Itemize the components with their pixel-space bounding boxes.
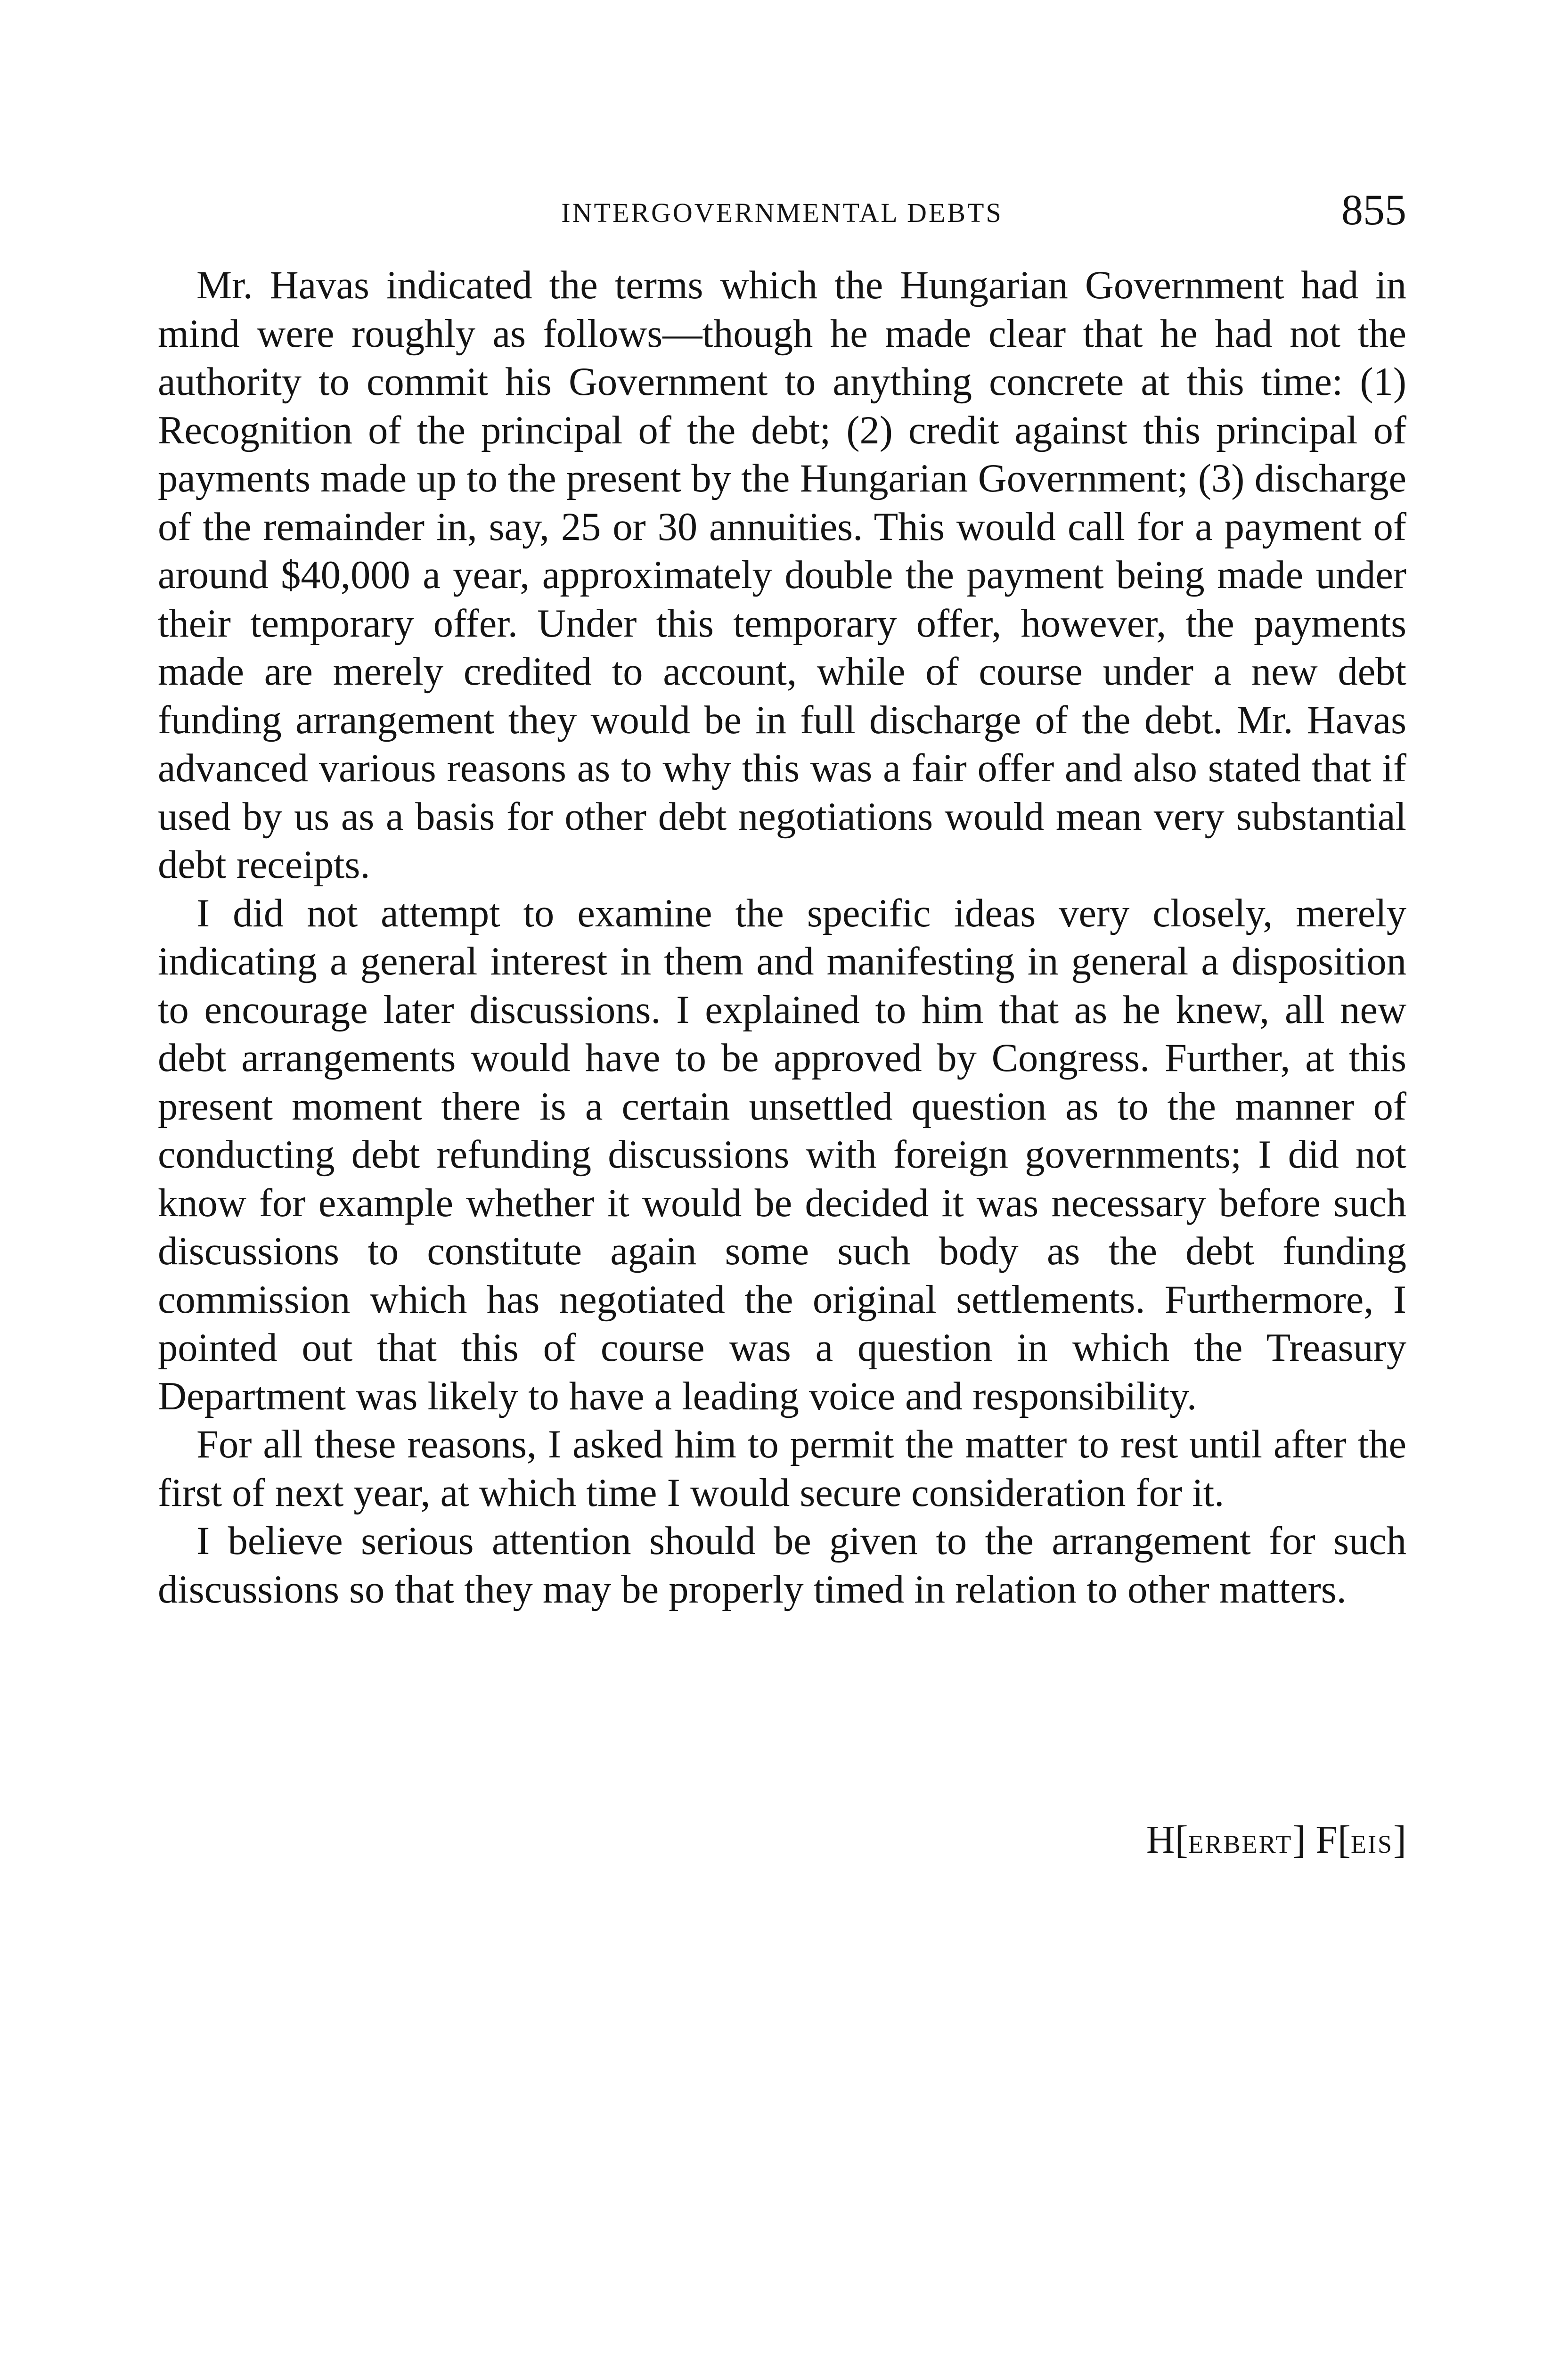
body-text	[158, 262, 1406, 1614]
page-number: 855	[1341, 186, 1406, 234]
signature-last-initial: F	[1315, 1818, 1338, 1862]
running-title: INTERGOVERNMENTAL DEBTS	[561, 197, 1003, 228]
signature-first-initial: H	[1146, 1818, 1175, 1862]
paragraph-1: Mr. Havas indicated the terms which the Hungarian Government had in mind were roughly as follows—though he made clear that he had not the authority to commit his Government to anything concrete at this time: (1) Recognition of the principal of the debt; (2) credit against this principal of payments made up to the present by the Hungarian Government; (3) discharge of the remainder in, say, 25 or 30 annuities. This would call for a payment of around $40,000 a year, approximately double the payment being made under their temporary offer. Under this temporary offer, however, the payments made are merely credited to account, while of course under a new debt funding arrangement they would be in full discharge of the debt. Mr. Havas advanced various reasons as to why this was a fair offer and also stated that if used by us as a basis for other debt negotiations would mean very substantial debt receipts.	[158, 263, 1406, 887]
paragraph-2: I did not attempt to examine the specific ideas very closely, merely indicating a general interest in them and manifesting in general a disposition to encourage later discussions. I explained to him that as he knew, all new debt arrangements would have to be approved by Congress. Further, at this present moment there is a certain unsettled question as to the manner of conducting debt refunding discussions with foreign governments; I did not know for example whether it would be decided it was necessary before such discussions to constitute again some such body as the debt funding commission which has negotiated the original settlements. Furthermore, I pointed out that this of course was a question in which the Treasury Department was likely to have a leading voice and responsibility.	[158, 891, 1406, 1418]
paragraph-3: For all these reasons, I asked him to permit the matter to rest until after the first of next year, at which time I would secure consideration for it.	[158, 1423, 1406, 1515]
running-head	[158, 186, 1406, 238]
signature-last-rest: EIS	[1351, 1830, 1394, 1858]
paragraph-4: I believe serious attention should be given to the arrangement for such discussions so that they may be properly timed in relation to other matters.	[158, 1519, 1406, 1612]
signature-first-rest: ERBERT	[1188, 1830, 1293, 1858]
signature: H[ERBERT] F[EIS]	[1146, 1818, 1406, 1862]
